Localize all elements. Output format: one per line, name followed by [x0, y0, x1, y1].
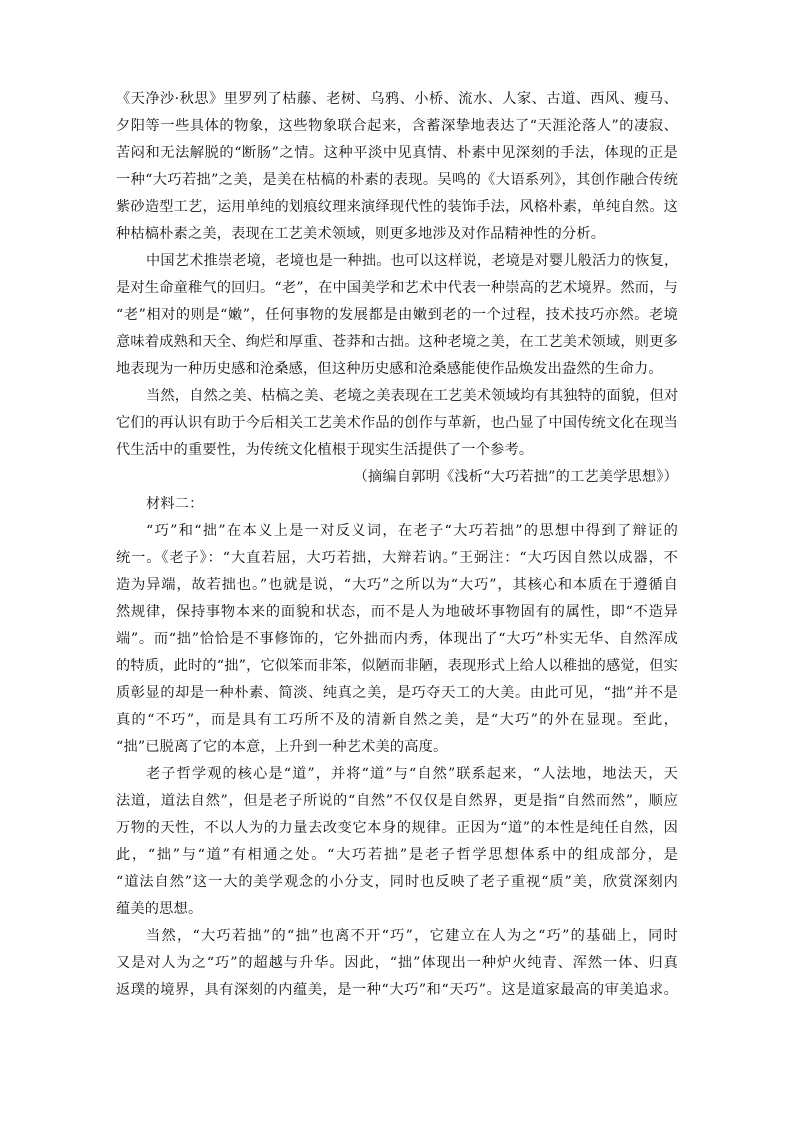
text-line: 的特质，此时的“拙”，它似笨而非笨，似陋而非陋，表现形式上给人以稚拙的感觉，但实: [116, 658, 678, 674]
paragraph-first-line: 当然，“大巧若拙”的“拙”也离不开“巧”，它建立在人为之“巧”的基础上，同时: [146, 928, 678, 944]
section-heading: 材料二：: [146, 496, 204, 512]
text-line: 此，“拙”与“道”有相通之处。“大巧若拙”是老子哲学思想体系中的组成部分，是: [116, 847, 678, 863]
text-line: 质彰显的却是一种朴素、简淡、纯真之美，是巧夺天工的大美。由此可见，“拙”并不是: [116, 685, 678, 701]
text-line: 造为异端，故若拙也。”也就是说，“大巧”之所以为“大巧”，其核心和本质在于遵循自: [116, 577, 678, 593]
text-line: “道法自然”这一大的美学观念的小分支，同时也反映了老子重视“质”美，欣赏深刻内: [116, 874, 678, 890]
paragraph-first-line: 中国艺术推崇老境，老境也是一种拙。也可以这样说，老境是对婴儿般活力的恢复，: [146, 253, 679, 269]
text-line: 地表现为一种历史感和沧桑感，但这种历史感和沧桑感能使作品焕发出盎然的生命力。: [116, 361, 663, 377]
text-line: 夕阳等一些具体的物象，这些物象联合起来，含蓄深挚地表达了“天涯沦落人”的凄寂、: [116, 118, 678, 134]
text-line: 端”。而“拙”恰恰是不事修饰的，它外拙而内秀，体现出了“大巧”朴实无华、自然浑成: [116, 631, 678, 647]
text-line: 紫砂造型工艺，运用单纯的划痕纹理来演绎现代性的装饰手法，风格朴素，单纯自然。这: [116, 199, 678, 215]
text-line: 万物的天性，不以人为的力量去改变它本身的规律。正因为“道”的本性是纯任自然，因: [116, 820, 678, 836]
text-line: 返璞的境界，具有深刻的内蕴美，是一种“大巧”和“天巧”。这是道家最高的审美追求。: [116, 982, 678, 998]
text-line: 《天净沙·秋思》里罗列了枯藤、老树、乌鸦、小桥、流水、人家、古道、西风、瘦马、: [116, 91, 678, 107]
paragraph-first-line: “巧”和“拙”在本义上是一对反义词，在老子“大巧若拙”的思想中得到了辩证的: [146, 523, 678, 539]
source-citation: （摘编自郭明《浅析“大巧若拙”的工艺美学思想》）: [353, 469, 678, 485]
text-line: 真的“不巧”，而是具有工巧所不及的清新自然之美，是“大巧”的外在显现。至此，: [116, 712, 678, 728]
text-line: 意味着成熟和天全、绚烂和厚重、苍莽和古拙。这种老境之美，在工艺美术领域，则更多: [116, 334, 678, 350]
text-line: 代生活中的重要性，为传统文化植根于现实生活提供了一个参考。: [116, 442, 534, 458]
text-line: 然规律，保持事物本来的面貌和状态，而不是人为地破坏事物固有的属性，即“不造异: [116, 604, 678, 620]
text-line: 蕴美的思想。: [116, 901, 203, 917]
text-line: 苦闷和无法解脱的“断肠”之情。这种平淡中见真情、朴素中见深刻的手法，体现的正是: [116, 145, 678, 161]
text-line: 又是对人为之“巧”的超越与升华。因此，“拙”体现出一种炉火纯青、浑然一体、归真: [116, 955, 678, 971]
text-line: 一种“大巧若拙”之美，是美在枯槁的朴素的表现。吴鸣的《大语系列》，其创作融合传统: [116, 172, 678, 188]
text-line: 统一。《老子》：“大直若屈，大巧若拙，大辩若讷。”王弼注：“大巧因自然以成器，不: [116, 550, 678, 566]
text-line: 它们的再认识有助于今后相关工艺美术作品的创作与革新，也凸显了中国传统文化在现当: [116, 415, 678, 431]
text-line: “拙”已脱离了它的本意，上升到一种艺术美的高度。: [116, 739, 448, 755]
text-line: 法道，道法自然”，但是老子所说的“自然”不仅仅是自然界，更是指“自然而然”，顺应: [116, 793, 678, 809]
text-line: 是对生命童稚气的回归。“老”，在中国美学和艺术中代表一种崇高的艺术境界。然而，与: [116, 280, 678, 296]
text-line: “老”相对的则是“嫩”，任何事物的发展都是由嫩到老的一个过程，技术技巧亦然。老境: [116, 307, 678, 323]
paragraph-first-line: 老子哲学观的核心是“道”，并将“道”与“自然”联系起来，“人法地，地法天，天: [146, 766, 678, 782]
text-line: 种枯槁朴素之美，表现在工艺美术领域，则更多地涉及对作品精神性的分析。: [116, 226, 606, 242]
paragraph-first-line: 当然，自然之美、枯槁之美、老境之美表现在工艺美术领域均有其独特的面貌，但对: [146, 388, 679, 404]
